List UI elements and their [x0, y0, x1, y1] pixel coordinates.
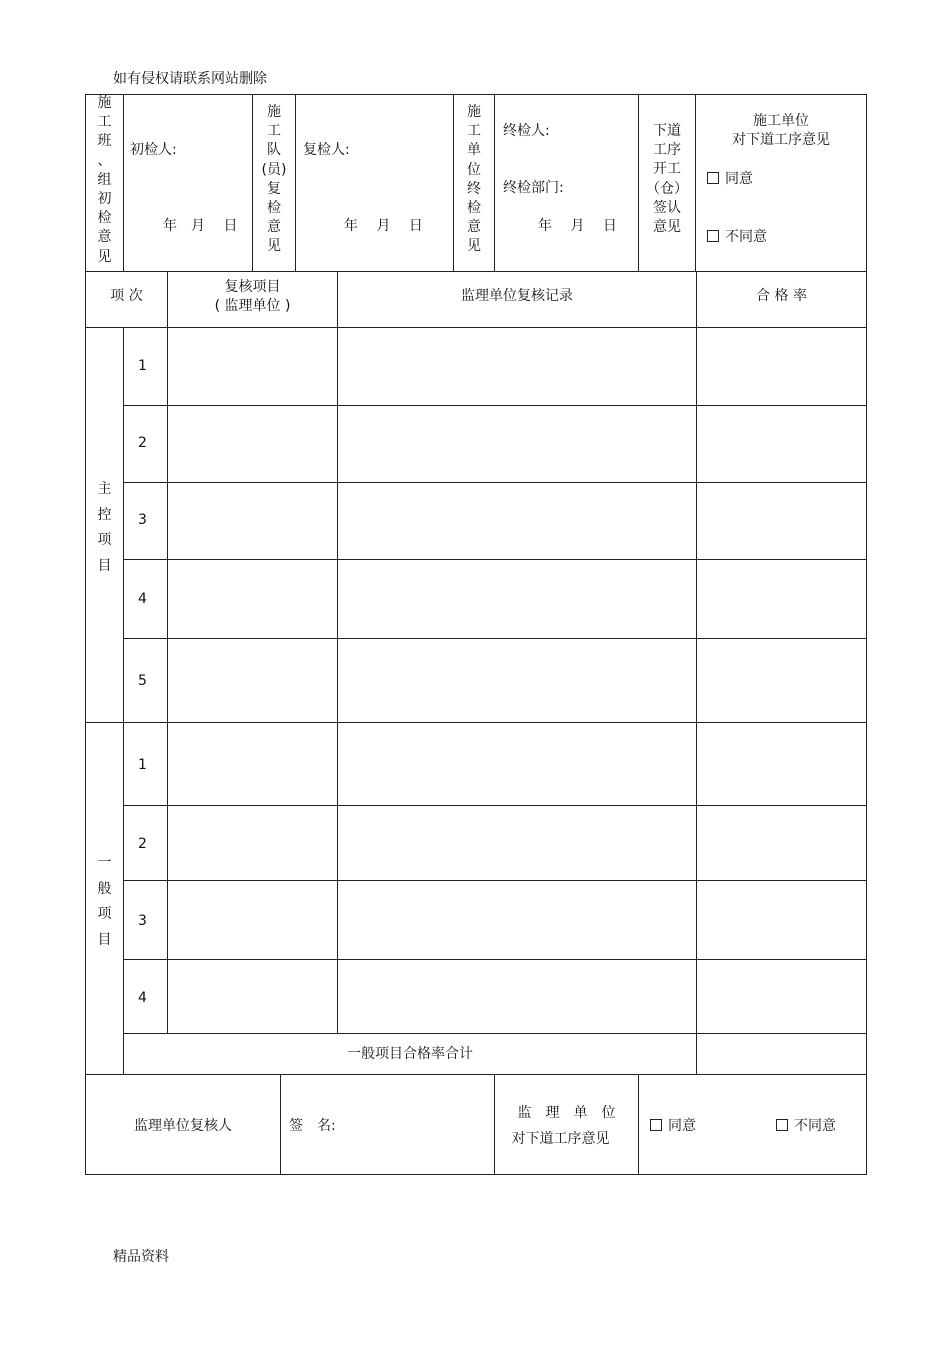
- main-control-items-label: 主 控 项 目: [97, 481, 112, 574]
- top-agree-option[interactable]: [707, 170, 753, 189]
- main-row-number: 3: [138, 512, 147, 528]
- general-pass-rate-total-label: 一般项目合格率合计: [347, 1046, 473, 1062]
- bottom-agree-option[interactable]: [650, 1117, 696, 1136]
- main-row-number: 4: [138, 591, 147, 607]
- date-recheck: 年 月 日: [344, 218, 423, 234]
- opinion-title-2: 对下道工序意见: [732, 132, 830, 148]
- checkbox-icon[interactable]: [707, 230, 719, 242]
- supervisor-reviewer-label: 监理单位复核人: [134, 1118, 232, 1134]
- top-disagree-option[interactable]: [707, 228, 767, 247]
- opinion-title-1: 施工单位: [753, 113, 809, 129]
- date-final: 年 月 日: [538, 218, 617, 234]
- checkbox-icon[interactable]: [650, 1119, 662, 1131]
- final-dept-label: 终检部门:: [503, 180, 564, 196]
- top-agree-label: 同意: [725, 171, 753, 187]
- supervisor-opinion-line1: 监 理 单 位: [517, 1105, 616, 1121]
- general-row-number: 3: [138, 913, 147, 929]
- date-initial: 年 月 日: [163, 218, 238, 234]
- checkbox-icon[interactable]: [776, 1119, 788, 1131]
- next-process-sign-label: 下道 工序 开工 （仓） 签认 意见: [646, 123, 688, 236]
- supervisor-opinion-line2: 对下道工序意见: [511, 1131, 610, 1147]
- item-no-header: 项 次: [110, 288, 143, 304]
- main-row-number: 1: [138, 358, 147, 374]
- recheck-item-header: 复核项目 ( 监理单位 ): [214, 279, 291, 314]
- bottom-disagree-option[interactable]: [776, 1117, 836, 1136]
- bottom-disagree-label: 不同意: [794, 1118, 836, 1134]
- footer-note: 精品资料: [113, 1249, 169, 1265]
- recheck-record-header: 监理单位复核记录: [461, 288, 573, 304]
- crew-recheck-label: 施 工 队 (员) 复 检 意 见: [261, 104, 287, 255]
- general-row-number: 2: [138, 836, 147, 852]
- signature-label: 签 名:: [289, 1118, 336, 1134]
- main-row-number: 5: [138, 673, 147, 689]
- unit-final-check-label: 施 工 单 位 终 检 意 见: [467, 104, 481, 255]
- reinspector-label: 复检人:: [303, 142, 350, 158]
- general-row-number: 4: [138, 990, 147, 1006]
- general-row-number: 1: [138, 757, 147, 773]
- bottom-agree-label: 同意: [668, 1118, 696, 1134]
- general-items-label: 一 般 项 目: [97, 855, 112, 948]
- top-disagree-label: 不同意: [725, 229, 767, 245]
- main-row-number: 2: [138, 435, 147, 451]
- initial-inspector-label: 初检人:: [130, 142, 177, 158]
- pass-rate-header: 合 格 率: [756, 288, 807, 304]
- team-initial-check-label: 施 工 班 、 组 初 检 意 见: [97, 95, 112, 265]
- header-note: 如有侵权请联系网站删除: [113, 71, 267, 87]
- final-inspector-label: 终检人:: [503, 123, 550, 139]
- checkbox-icon[interactable]: [707, 172, 719, 184]
